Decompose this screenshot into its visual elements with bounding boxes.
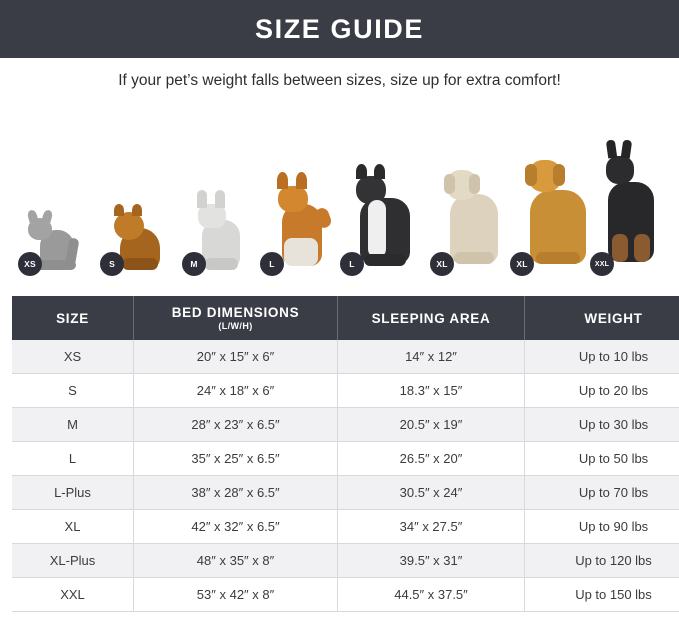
cell-size: XS <box>12 340 134 374</box>
cell-bed: 53″ x 42″ x 8″ <box>134 578 338 612</box>
cell-size: L-Plus <box>12 476 134 510</box>
cell-sleep: 39.5″ x 31″ <box>338 544 525 578</box>
page-title: SIZE GUIDE <box>254 13 425 44</box>
table-row <box>12 510 679 544</box>
cell-size: S <box>12 374 134 408</box>
table-row <box>12 578 679 612</box>
pet-badge-s: S <box>100 252 124 276</box>
pet-figure-l1 <box>260 168 336 276</box>
pet-figure-xl2 <box>510 144 598 276</box>
column-header-sleeping-area-label: SLEEPING AREA <box>371 310 491 326</box>
cell-weight: Up to 90 lbs <box>525 510 679 544</box>
pet-figure-m <box>182 184 254 276</box>
cell-sleep: 26.5″ x 20″ <box>338 442 525 476</box>
pet-silhouette-strip <box>10 128 669 276</box>
column-header-bed-dimensions-label: BED DIMENSIONS <box>171 305 300 320</box>
column-header-size <box>12 296 134 340</box>
pet-badge-m: M <box>182 252 206 276</box>
pet-badge-xs: XS <box>18 252 42 276</box>
cell-bed: 42″ x 32″ x 6.5″ <box>134 510 338 544</box>
cell-size: XL-Plus <box>12 544 134 578</box>
size-guide-table <box>12 296 679 612</box>
cell-size: XL <box>12 510 134 544</box>
cell-bed: 35″ x 25″ x 6.5″ <box>134 442 338 476</box>
cell-size: M <box>12 408 134 442</box>
pet-figure-xl1 <box>430 152 512 276</box>
table-row <box>12 408 679 442</box>
cell-sleep: 14″ x 12″ <box>338 340 525 374</box>
column-header-weight <box>525 296 679 340</box>
pet-figure-xxl <box>590 138 668 276</box>
cell-weight: Up to 50 lbs <box>525 442 679 476</box>
column-header-bed-dimensions <box>134 296 338 340</box>
cell-weight: Up to 20 lbs <box>525 374 679 408</box>
table-header <box>12 296 679 340</box>
table-row <box>12 544 679 578</box>
cell-bed: 28″ x 23″ x 6.5″ <box>134 408 338 442</box>
pet-figure-s <box>100 194 172 276</box>
pet-badge-l2: L <box>340 252 364 276</box>
subtitle-text: If your pet’s weight falls between sizes, size up for extra comfort! <box>118 72 561 89</box>
header-bar <box>0 0 679 58</box>
pet-figure-l2 <box>340 156 424 276</box>
pet-badge-xl2: XL <box>510 252 534 276</box>
pet-badge-xl1: XL <box>430 252 454 276</box>
pet-badge-xxl: XXL <box>590 252 614 276</box>
table-row <box>12 374 679 408</box>
cell-size: XXL <box>12 578 134 612</box>
cell-bed: 38″ x 28″ x 6.5″ <box>134 476 338 510</box>
cell-bed: 24″ x 18″ x 6″ <box>134 374 338 408</box>
cell-sleep: 18.3″ x 15″ <box>338 374 525 408</box>
cell-weight: Up to 70 lbs <box>525 476 679 510</box>
table-row <box>12 340 679 374</box>
table-row <box>12 476 679 510</box>
cell-bed: 20″ x 15″ x 6″ <box>134 340 338 374</box>
pet-figure-xs <box>18 204 90 276</box>
cell-sleep: 34″ x 27.5″ <box>338 510 525 544</box>
table-header-row <box>12 296 679 340</box>
column-header-bed-dimensions-sub: (L/W/H) <box>218 321 253 332</box>
cell-sleep: 20.5″ x 19″ <box>338 408 525 442</box>
column-header-sleeping-area <box>338 296 525 340</box>
cell-weight: Up to 30 lbs <box>525 408 679 442</box>
cell-weight: Up to 120 lbs <box>525 544 679 578</box>
cell-weight: Up to 10 lbs <box>525 340 679 374</box>
column-header-size-label: SIZE <box>56 310 89 326</box>
table-row <box>12 442 679 476</box>
cell-sleep: 30.5″ x 24″ <box>338 476 525 510</box>
cell-weight: Up to 150 lbs <box>525 578 679 612</box>
column-header-weight-label: WEIGHT <box>584 310 643 326</box>
pet-badge-l1: L <box>260 252 284 276</box>
table-body <box>12 340 679 612</box>
cell-bed: 48″ x 35″ x 8″ <box>134 544 338 578</box>
cell-size: L <box>12 442 134 476</box>
cell-sleep: 44.5″ x 37.5″ <box>338 578 525 612</box>
